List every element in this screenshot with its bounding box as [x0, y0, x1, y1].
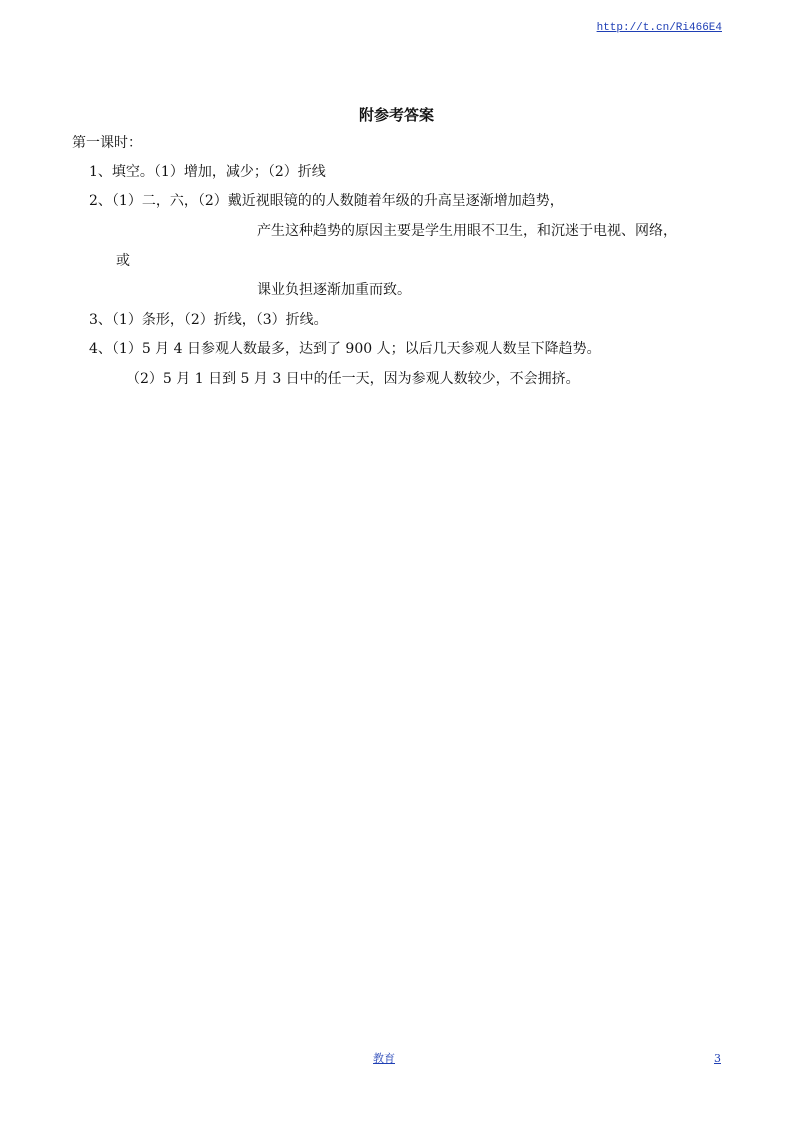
answer-line-1: 1、填空。（1）增加，减少；（2）折线 — [89, 164, 326, 180]
answer-line-3: 3、（1）条形，（2）折线，（3）折线。 — [89, 312, 328, 328]
header-url-link[interactable]: http://t.cn/Ri466E4 — [596, 22, 722, 34]
answer-line-4-part-2: （2）5 月 1 日到 5 月 3 日中的任一天，因为参观人数较少，不会拥挤。 — [126, 371, 580, 387]
answer-line-2-continued: 产生这种趋势的原因主要是学生用眼不卫生，和沉迷于电视、网络， — [257, 223, 677, 239]
answer-line-2-or: 或 — [116, 253, 130, 269]
section-heading: 第一课时： — [72, 135, 142, 151]
answer-line-2: 2、（1）二，六，（2）戴近视眼镜的的人数随着年级的升高呈逐渐增加趋势， — [89, 193, 564, 209]
answer-line-2-end: 课业负担逐渐加重而致。 — [257, 282, 411, 298]
footer-link[interactable]: 教育 — [373, 1052, 395, 1065]
answer-line-4: 4、（1）5 月 4 日参观人数最多，达到了 900 人；以后几天参观人数呈下降趋势。 — [89, 341, 601, 357]
document-title: 附参考答案 — [358, 106, 434, 124]
page-number: 3 — [714, 1052, 721, 1065]
